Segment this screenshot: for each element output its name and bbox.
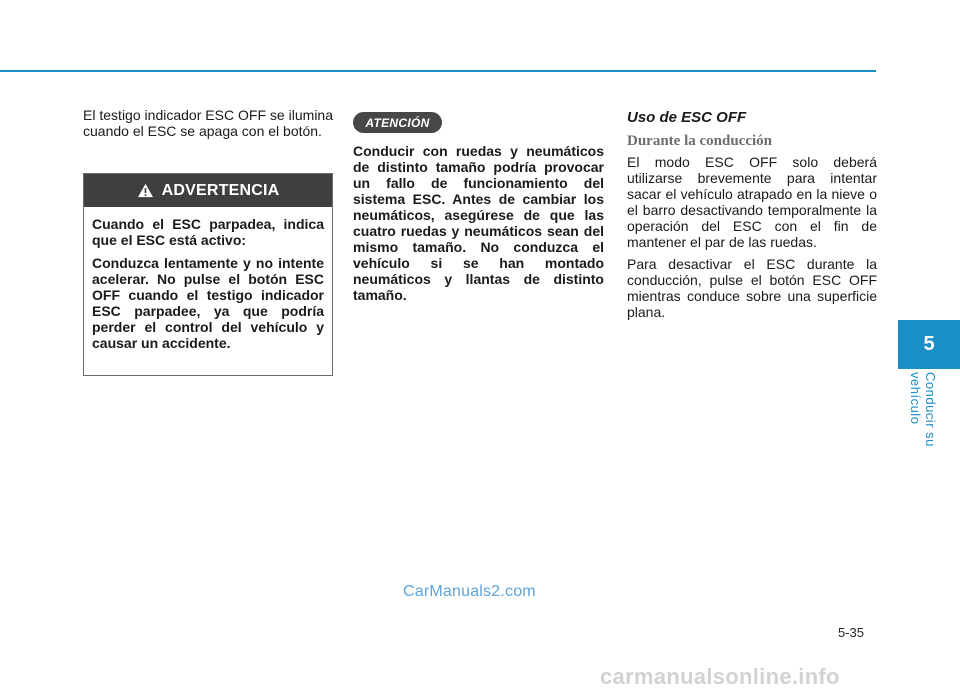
caution-tag: ATENCIÓN bbox=[353, 112, 442, 133]
caution-column bbox=[353, 143, 604, 303]
body-paragraph-2: Para desactivar el ESC durante la conducción, pulse el botón ESC OFF mientras conduce sobre una superficie plana. bbox=[627, 256, 877, 320]
section-title: Uso de ESC OFF bbox=[627, 109, 747, 126]
caution-text: Conducir con ruedas y neumáticos de distinto tamaño podría provocar un fallo de funcionamiento del sistema ESC. Antes de cambiar los neumáticos, asegúrese de que las cuatro ruedas y neumáticos sean del mismo tamaño. No conduzca el vehículo si se han montado neumáticos y llantas de distinto tamaño. bbox=[353, 143, 604, 303]
warning-text-1: Cuando el ESC parpadea, indica que el ESC está activo: bbox=[92, 216, 324, 248]
warning-title: ADVERTENCIA bbox=[161, 181, 280, 199]
page-number: 5-35 bbox=[838, 625, 865, 640]
chapter-number-tab: 5 bbox=[898, 320, 960, 369]
watermark-carmanualsonline: carmanualsonline.info bbox=[600, 664, 840, 689]
header-rule bbox=[0, 70, 876, 72]
chapter-title: Conducir su vehículo bbox=[908, 372, 938, 447]
warning-body bbox=[84, 207, 332, 351]
subsection-title: Durante la conducción bbox=[627, 133, 773, 149]
watermark-carmanuals2: CarManuals2.com bbox=[403, 583, 536, 600]
warning-header bbox=[84, 174, 332, 207]
warning-text-2: Conduzca lentamente y no intente acelerar. No pulse el botón ESC OFF cuando el testigo indicador ESC parpadee, ya que podría perder el control del vehículo y causar un accidente. bbox=[92, 255, 324, 351]
intro-column bbox=[83, 107, 333, 139]
intro-paragraph: El testigo indicador ESC OFF se ilumina cuando el ESC se apaga con el botón. bbox=[83, 107, 333, 139]
body-paragraph-1: El modo ESC OFF solo deberá utilizarse brevemente para intentar sacar el vehículo atrapado en la nieve o el barro desactivando temporalmente la operación del ESC con el fin de mantener el par de las ruedas. bbox=[627, 154, 877, 250]
warning-box bbox=[83, 173, 333, 376]
warning-triangle-icon bbox=[137, 183, 154, 198]
esc-off-column bbox=[627, 110, 877, 326]
